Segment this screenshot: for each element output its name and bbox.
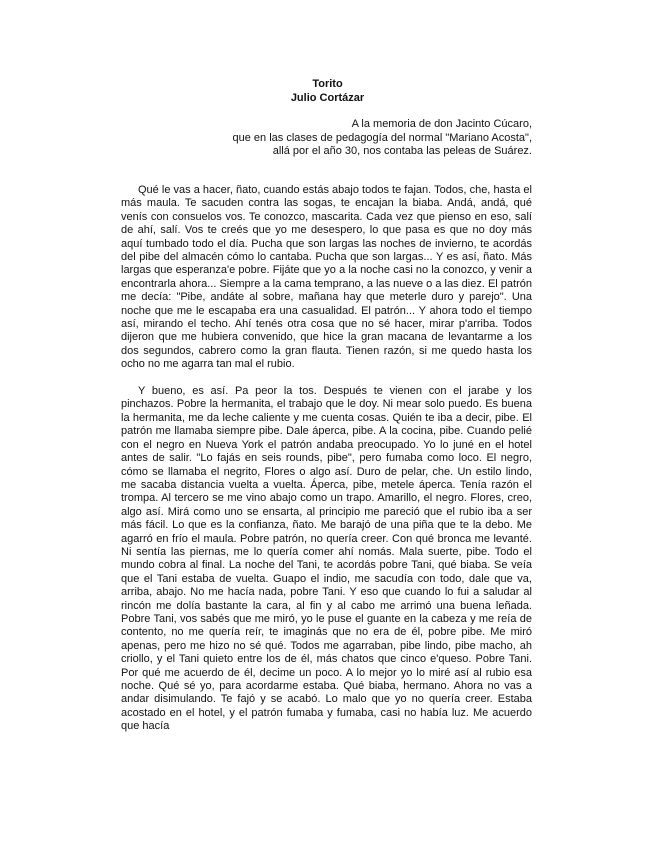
title-block — [0, 77, 655, 105]
epigraph-line: A la memoria de don Jacinto Cúcaro, — [351, 118, 532, 130]
paragraph: Qué le vas a hacer, ñato, cuando estás abajo todos te fajan. Todos, che, hasta el más maula. Te sacuden contra las sogas, te encajan la biaba. Andá, andá, qué venís con consuelos vos. Te conozco, mascarita. Cada vez que pienso en eso, salí de ahí, salí. Vos te creés que yo me desespero, lo que pasa es que no doy más aquí tumbado todo el día. Pucha que son largas las noches de invierno, te acordás del pibe del almacén cómo lo cantaba. Pucha que son largas... Y es así, ñato. Más largas que esperanza'e pobre. Fijáte que yo a la noche casi no la conozco, y venir a encontrarla ahora... Siempre a la cama temprano, a las nueve o a las diez. El patrón me decía: "Pibe, andáte al sobre, mañana hay que meterle duro y parejo". Una noche que me le escapaba era una casualidad. El patrón... Y ahora todo el tiempo así, mirando el techo. Ahí tenés otra cosa que no sé hacer, mirar p'arriba. Todos dijeron que me hubiera convenido, que hice la gran macana de levantarme a los dos segundos, cabrero como la gran flauta. Tienen razón, si me quedo hasta los ocho no me agarra tan mal el rubio. — [121, 184, 532, 371]
epigraph-line: que en las clases de pedagogía del normal "Mariano Acosta", — [232, 131, 532, 144]
paragraph: Y bueno, es así. Pa peor la tos. Después te vienen con el jarabe y los pinchazos. Pobre la hermanita, el trabajo que le doy. Ni mear solo puedo. Es buena la hermanita, me da leche caliente y me cuenta cosas. Quién te iba a decir, pibe. El patrón me llamaba siempre pibe. Dale áperca, pibe. A la cocina, pibe. Cuando pelié con el negro en Nueva York el patrón andaba preocupado. Yo lo juné en el hotel antes de salir. "Lo fajás en seis rounds, pibe", pero fumaba como loco. El negro, cómo se llamaba el negrito, Flores o algo así. Duro de pelar, che. Un estilo lindo, me sacaba distancia vuelta a vuelta. Áperca, pibe, metele áperca. Tenía razón el trompa. Al tercero se me vino abajo como un trapo. Amarillo, el negro. Flores, creo, algo así. Mirá como uno se ensarta, al principio me pareció que el rubio iba a ser más fácil. Lo que es la confianza, ñato. Me barajó de una piña que te la debo. Me agarró en frío el maula. Pobre patrón, no quería creer. Con qué bronca me levanté. Ni sentía las piernas, me lo quería comer ahí nomás. Mala suerte, pibe. Todo el mundo cobra al final. La noche del Tani, te acordás pobre Tani, qué biaba. Se veía que el Tani estaba de vuelta. Guapo el indio, me sacudía con todo, dale que va, arriba, abajo. No me hacía nada, pobre Tani. Y eso que cuando lo fui a saludar al rincón me dolía bastante la cara, al fin y al cabo me arrimó una buena leñada. Pobre Tani, vos sabés que me miró, yo le puse el guante en la cabeza y me reía de contento, no me quería reír, te imaginás que no era de él, pobre pibe. Me miró apenas, pero me hizo no sé qué. Todos me agarraban, pibe lindo, pibe macho, ah criollo, y el Tani quieto entre los de él, más chatos que cinco e'queso. Pobre Tani. Por qué me acuerdo de él, decime un poco. A lo mejor yo lo miré así al rubio esa noche. Qué sé yo, para acordarme estaba. Qué biaba, hermano. Ahora no vas a andar disimulando. Te fajó y se acabó. Lo malo que yo no quería creer. Estaba acostado en el hotel, y el patrón fumaba y fumaba, casi no había luz. Me acuerdo que hacía — [121, 385, 532, 733]
epigraph — [233, 118, 533, 159]
story-body — [121, 184, 532, 734]
author-name: Julio Cortázar — [290, 92, 365, 104]
epigraph-line: allá por el año 30, nos contaba las peleas de Suárez. — [272, 145, 532, 157]
story-title: Torito — [312, 78, 343, 90]
